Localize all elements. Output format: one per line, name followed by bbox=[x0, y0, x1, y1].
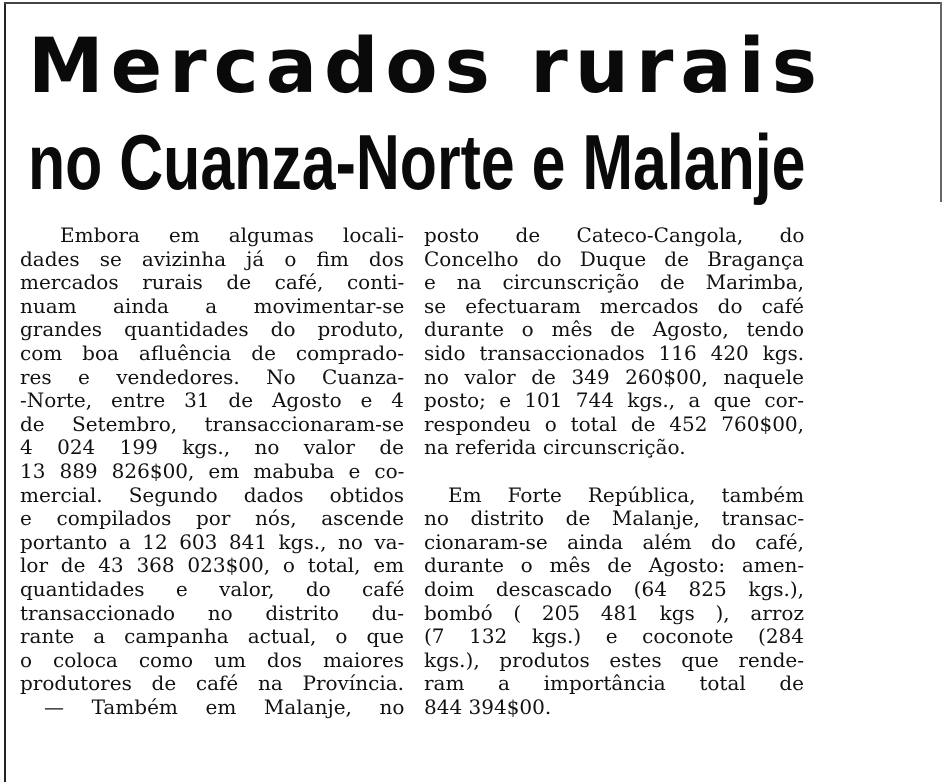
text-line: no distrito de Malanje, transac- bbox=[424, 506, 805, 531]
article-column-right bbox=[424, 224, 804, 719]
text-line: Em Forte República, também bbox=[448, 482, 805, 507]
text-line: durante o mês de Agosto: amen- bbox=[424, 553, 805, 578]
text-line: mercial. Segundo dados obtidos bbox=[20, 482, 404, 507]
text-line: kgs.), produtos estes que rende- bbox=[424, 647, 804, 672]
text-line: se efectuaram mercados do café bbox=[424, 293, 804, 318]
text-line: respondeu o total de 452 760$00, bbox=[424, 411, 804, 436]
text-line: produtores de café na Província. bbox=[20, 671, 404, 696]
column-rule-top bbox=[4, 2, 940, 4]
text-line: no valor de 349 260$00, naquele bbox=[424, 364, 805, 389]
text-line: cionaram-se ainda além do café, bbox=[424, 529, 804, 554]
text-line: quantidades e valor, do café bbox=[20, 576, 405, 601]
text-line: (7 132 kgs.) e coconote (284 bbox=[424, 624, 804, 649]
paragraph-gap bbox=[424, 460, 804, 484]
text-line: doim descascado (64 825 kgs.), bbox=[424, 576, 805, 601]
text-line: de Setembro, transaccionaram-se bbox=[20, 411, 405, 436]
article-column-left bbox=[20, 224, 404, 719]
text-line: 844 394$00. bbox=[424, 694, 552, 719]
text-line: — Também em Malanje, no bbox=[44, 694, 405, 719]
text-line: -Norte, entre 31 de Agosto e 4 bbox=[20, 388, 404, 413]
text-line: na referida circunscrição. bbox=[424, 435, 686, 460]
text-line: 13 889 826$00, em mabuba e co- bbox=[20, 458, 405, 483]
headline-line-2: no Cuanza-Norte e Malanje bbox=[28, 118, 806, 206]
text-line: nuam ainda a movimentar-se bbox=[20, 293, 405, 318]
text-line: o coloca como um dos maiores bbox=[20, 647, 404, 672]
text-line: ram a importância total de bbox=[424, 671, 805, 696]
text-line: Embora em algumas locali- bbox=[60, 223, 405, 247]
text-line: res e vendedores. No Cuanza- bbox=[20, 364, 405, 389]
text-line: transaccionado no distrito du- bbox=[20, 600, 405, 625]
text-line: grandes quantidades do produto, bbox=[20, 317, 405, 342]
text-line: durante o mês de Agosto, tendo bbox=[424, 317, 805, 342]
text-line: rante a campanha actual, o que bbox=[20, 624, 404, 649]
text-line: portanto a 12 603 841 kgs., no va- bbox=[20, 529, 405, 554]
text-line: com boa afluência de comprado- bbox=[20, 340, 404, 365]
text-line: bombó ( 205 481 kgs ), arroz bbox=[424, 600, 804, 625]
column-rule-right bbox=[940, 2, 942, 202]
headline-line-1: Mercados rurais bbox=[28, 21, 824, 110]
text-line: sido transaccionados 116 420 kgs. bbox=[424, 340, 805, 365]
text-line: posto de Cateco-Cangola, do bbox=[424, 223, 805, 247]
text-line: mercados rurais de café, conti- bbox=[20, 270, 405, 295]
text-line: e na circunscrição de Marimba, bbox=[424, 270, 804, 295]
text-line: posto; e 101 744 kgs., a que cor- bbox=[424, 388, 804, 413]
text-line: Concelho do Duque de Bragança bbox=[424, 246, 804, 271]
text-line: dades se avizinha já o fim dos bbox=[20, 246, 404, 271]
text-line: 4 024 199 kgs., no valor de bbox=[20, 435, 404, 460]
text-line: e compilados por nós, ascende bbox=[20, 506, 404, 531]
column-rule-left bbox=[4, 2, 6, 782]
text-line: lor de 43 368 023$00, o total, em bbox=[20, 553, 405, 578]
